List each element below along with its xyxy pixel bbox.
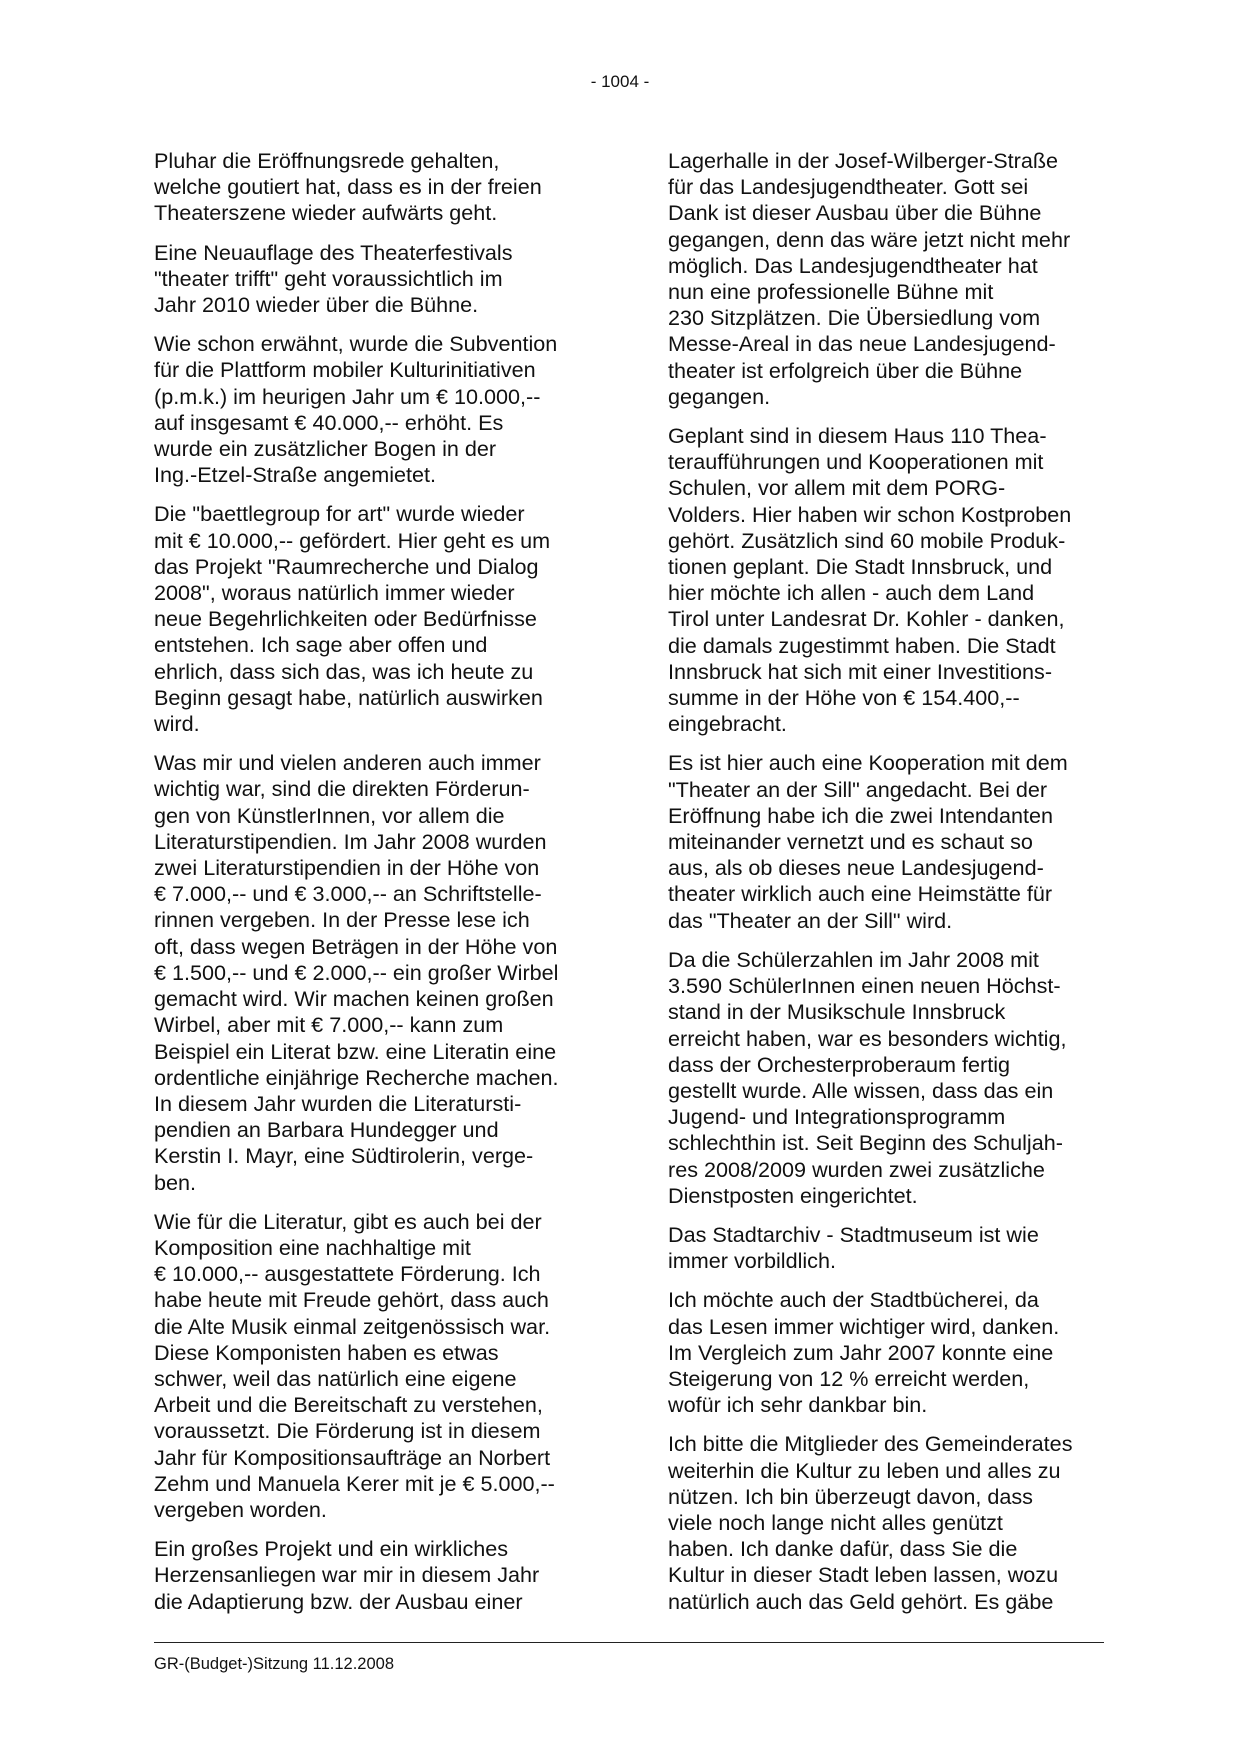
text-line: welche goutiert hat, dass es in der freien bbox=[154, 174, 542, 200]
text-line: das "Theater an der Sill" wird. bbox=[668, 907, 953, 933]
text-line: summe in der Höhe von € 154.400,-- bbox=[668, 685, 1020, 711]
text-line: ben. bbox=[154, 1169, 197, 1195]
text-line: Jugend- und Integrationsprogramm bbox=[668, 1104, 1006, 1130]
text-line: tionen geplant. Die Stadt Innsbruck, und bbox=[668, 554, 1053, 580]
text-line: wofür ich sehr dankbar bin. bbox=[668, 1392, 928, 1418]
text-line: hier möchte ich allen - auch dem Land bbox=[668, 580, 1035, 606]
text-line: Ein großes Projekt und ein wirkliches bbox=[154, 1536, 509, 1562]
text-line: € 7.000,-- und € 3.000,-- an Schriftstelle- bbox=[154, 881, 542, 907]
text-line: schwer, weil das natürlich eine eigene bbox=[154, 1365, 517, 1391]
paragraph bbox=[668, 947, 1100, 1209]
text-line: teraufführungen und Kooperationen mit bbox=[668, 449, 1044, 475]
text-line: gestellt wurde. Alle wissen, dass das ein bbox=[668, 1077, 1054, 1103]
text-line: entstehen. Ich sage aber offen und bbox=[154, 632, 488, 658]
text-line: Messe-Areal in das neue Landesjugend- bbox=[668, 331, 1056, 357]
text-line: Volders. Hier haben wir schon Kostproben bbox=[668, 501, 1072, 527]
page-number: - 1004 - bbox=[590, 72, 650, 91]
text-line: 3.590 SchülerInnen einen neuen Höchst- bbox=[668, 973, 1061, 999]
left-column bbox=[154, 148, 584, 1628]
text-line: voraussetzt. Die Förderung ist in diesem bbox=[154, 1418, 541, 1444]
text-line: die damals zugestimmt haben. Die Stadt bbox=[668, 632, 1056, 658]
text-line: Literaturstipendien. Im Jahr 2008 wurden bbox=[154, 828, 547, 854]
text-line: In diesem Jahr wurden die Literatursti- bbox=[154, 1090, 522, 1116]
text-line: natürlich auch das Geld gehört. Es gäbe bbox=[668, 1588, 1054, 1614]
text-line: die Adaptierung bzw. der Ausbau einer bbox=[154, 1588, 523, 1614]
paragraph bbox=[154, 501, 584, 737]
text-line: haben. Ich danke dafür, dass Sie die bbox=[668, 1536, 1018, 1562]
text-line: miteinander vernetzt und es schaut so bbox=[668, 829, 1033, 855]
text-line: gehört. Zusätzlich sind 60 mobile Produk- bbox=[668, 527, 1066, 553]
text-line: für das Landesjugendtheater. Gott sei bbox=[668, 174, 1029, 200]
text-line: Da die Schülerzahlen im Jahr 2008 mit bbox=[668, 946, 1039, 972]
text-line: Ich möchte auch der Stadtbücherei, da bbox=[668, 1287, 1039, 1313]
text-line: das Projekt "Raumrecherche und Dialog bbox=[154, 553, 539, 579]
text-line: dass der Orchesterproberaum fertig bbox=[668, 1051, 1011, 1077]
text-line: Jahr für Kompositionsaufträge an Norbert bbox=[154, 1444, 551, 1470]
paragraph bbox=[154, 1536, 584, 1615]
text-line: vergeben worden. bbox=[154, 1496, 327, 1522]
text-line: neue Begehrlichkeiten oder Bedürfnisse bbox=[154, 606, 537, 632]
text-line: 230 Sitzplätzen. Die Übersiedlung vom bbox=[668, 305, 1041, 331]
text-line: Das Stadtarchiv - Stadtmuseum ist wie bbox=[668, 1221, 1039, 1247]
text-line: Lagerhalle in der Josef-Wilberger-Straße bbox=[668, 148, 1059, 173]
text-line: viele noch lange nicht alles genützt bbox=[668, 1509, 1003, 1535]
paragraph bbox=[154, 240, 584, 319]
text-line: wurde ein zusätzlicher Bogen in der bbox=[154, 436, 497, 462]
text-line: "Theater an der Sill" angedacht. Bei der bbox=[668, 776, 1048, 802]
paragraph bbox=[668, 1287, 1100, 1418]
text-line: Geplant sind in diesem Haus 110 Thea- bbox=[668, 423, 1047, 449]
text-line: gegangen. bbox=[668, 383, 771, 409]
text-line: ehrlich, dass sich das, was ich heute zu bbox=[154, 658, 534, 684]
text-line: Schulen, vor allem mit dem PORG- bbox=[668, 475, 1006, 501]
text-line: Komposition eine nachhaltige mit bbox=[154, 1234, 471, 1260]
paragraph bbox=[154, 1209, 584, 1523]
footer-divider bbox=[154, 1642, 1104, 1643]
text-line: Beginn gesagt habe, natürlich auswirken bbox=[154, 684, 543, 710]
text-line: habe heute mit Freude gehört, dass auch bbox=[154, 1287, 549, 1313]
text-line: aus, als ob dieses neue Landesjugend- bbox=[668, 855, 1044, 881]
text-line: Pluhar die Eröffnungsrede gehalten, bbox=[154, 148, 500, 173]
text-line: Dienstposten eingerichtet. bbox=[668, 1182, 918, 1208]
paragraph bbox=[668, 1431, 1100, 1614]
text-line: wird. bbox=[154, 711, 200, 737]
text-line: schlechthin ist. Seit Beginn des Schuljah- bbox=[668, 1130, 1063, 1156]
text-line: Herzensanliegen war mir in diesem Jahr bbox=[154, 1562, 540, 1588]
text-line: Diese Komponisten haben es etwas bbox=[154, 1339, 499, 1365]
text-line: gen von KünstlerInnen, vor allem die bbox=[154, 802, 505, 828]
text-line: rinnen vergeben. In der Presse lese ich bbox=[154, 907, 530, 933]
text-line: oft, dass wegen Beträgen in der Höhe von bbox=[154, 933, 558, 959]
text-line: Steigerung von 12 % erreicht werden, bbox=[668, 1365, 1030, 1391]
text-line: für die Plattform mobiler Kulturinitiativen bbox=[154, 357, 536, 383]
text-line: Kultur in dieser Stadt leben lassen, wozu bbox=[668, 1562, 1059, 1588]
text-line: nun eine professionelle Bühne mit bbox=[668, 279, 994, 305]
paragraph bbox=[668, 148, 1100, 410]
text-line: pendien an Barbara Hundegger und bbox=[154, 1117, 499, 1143]
text-line: theater ist erfolgreich über die Bühne bbox=[668, 357, 1023, 383]
text-line: Wie schon erwähnt, wurde die Subvention bbox=[154, 331, 558, 357]
text-line: Dank ist dieser Ausbau über die Bühne bbox=[668, 200, 1042, 226]
text-line: Tirol unter Landesrat Dr. Kohler - danken, bbox=[668, 606, 1065, 632]
text-line: mit € 10.000,-- gefördert. Hier geht es um bbox=[154, 527, 551, 553]
text-line: Zehm und Manuela Kerer mit je € 5.000,-- bbox=[154, 1470, 555, 1496]
text-line: theater wirklich auch eine Heimstätte für bbox=[668, 881, 1053, 907]
text-line: gegangen, denn das wäre jetzt nicht mehr bbox=[668, 226, 1071, 252]
text-line: zwei Literaturstipendien in der Höhe von bbox=[154, 855, 540, 881]
text-line: (p.m.k.) im heurigen Jahr um € 10.000,-- bbox=[154, 383, 541, 409]
text-line: das Lesen immer wichtiger wird, danken. bbox=[668, 1313, 1060, 1339]
text-line: stand in der Musikschule Innsbruck bbox=[668, 999, 1006, 1025]
paragraph bbox=[668, 423, 1100, 737]
text-line: gemacht wird. Wir machen keinen großen bbox=[154, 986, 554, 1012]
text-line: Im Vergleich zum Jahr 2007 konnte eine bbox=[668, 1339, 1054, 1365]
text-line: möglich. Das Landesjugendtheater hat bbox=[668, 252, 1038, 278]
text-line: Es ist hier auch eine Kooperation mit dem bbox=[668, 750, 1068, 776]
text-line: Theaterszene wieder aufwärts geht. bbox=[154, 200, 498, 226]
text-line: 2008", woraus natürlich immer wieder bbox=[154, 580, 515, 606]
text-line: wichtig war, sind die direkten Förderun- bbox=[154, 776, 530, 802]
paragraph bbox=[668, 750, 1100, 933]
text-line: "theater trifft" geht voraussichtlich im bbox=[154, 265, 503, 291]
text-line: immer vorbildlich. bbox=[668, 1248, 836, 1274]
text-line: Ing.-Etzel-Straße angemietet. bbox=[154, 462, 437, 488]
text-line: die Alte Musik einmal zeitgenössisch war. bbox=[154, 1313, 551, 1339]
text-line: nützen. Ich bin überzeugt davon, dass bbox=[668, 1483, 1033, 1509]
text-line: auf insgesamt € 40.000,-- erhöht. Es bbox=[154, 409, 504, 435]
text-line: € 1.500,-- und € 2.000,-- ein großer Wirbel bbox=[154, 959, 559, 985]
text-line: Wirbel, aber mit € 7.000,-- kann zum bbox=[154, 1012, 504, 1038]
paragraph bbox=[154, 750, 584, 1195]
right-column bbox=[668, 148, 1100, 1628]
text-line: Wie für die Literatur, gibt es auch bei der bbox=[154, 1208, 542, 1234]
text-line: Ich bitte die Mitglieder des Gemeinderates bbox=[668, 1431, 1073, 1457]
text-line: Was mir und vielen anderen auch immer bbox=[154, 750, 541, 776]
text-line: eingebracht. bbox=[668, 711, 787, 737]
text-line: ordentliche einjährige Recherche machen. bbox=[154, 1064, 559, 1090]
text-line: € 10.000,-- ausgestattete Förderung. Ich bbox=[154, 1261, 541, 1287]
text-line: erreicht haben, war es besonders wichtig, bbox=[668, 1025, 1067, 1051]
paragraph bbox=[668, 1222, 1100, 1274]
text-line: weiterhin die Kultur zu leben und alles zu bbox=[668, 1457, 1061, 1483]
paragraph bbox=[154, 331, 584, 488]
text-line: Jahr 2010 wieder über die Bühne. bbox=[154, 292, 479, 318]
paragraph bbox=[154, 148, 584, 227]
text-line: Kerstin I. Mayr, eine Südtirolerin, verge- bbox=[154, 1143, 534, 1169]
footer-session-label: GR-(Budget-)Sitzung 11.12.2008 bbox=[154, 1655, 394, 1673]
text-line: Arbeit und die Bereitschaft zu verstehen, bbox=[154, 1392, 543, 1418]
text-line: Die "baettlegroup for art" wurde wieder bbox=[154, 501, 525, 527]
text-line: Innsbruck hat sich mit einer Investitions- bbox=[668, 658, 1053, 684]
text-line: Eröffnung habe ich die zwei Intendanten bbox=[668, 802, 1053, 828]
text-line: Eine Neuauflage des Theaterfestivals bbox=[154, 239, 513, 265]
text-line: res 2008/2009 wurden zwei zusätzliche bbox=[668, 1156, 1045, 1182]
text-line: Beispiel ein Literat bzw. eine Literatin eine bbox=[154, 1038, 557, 1064]
